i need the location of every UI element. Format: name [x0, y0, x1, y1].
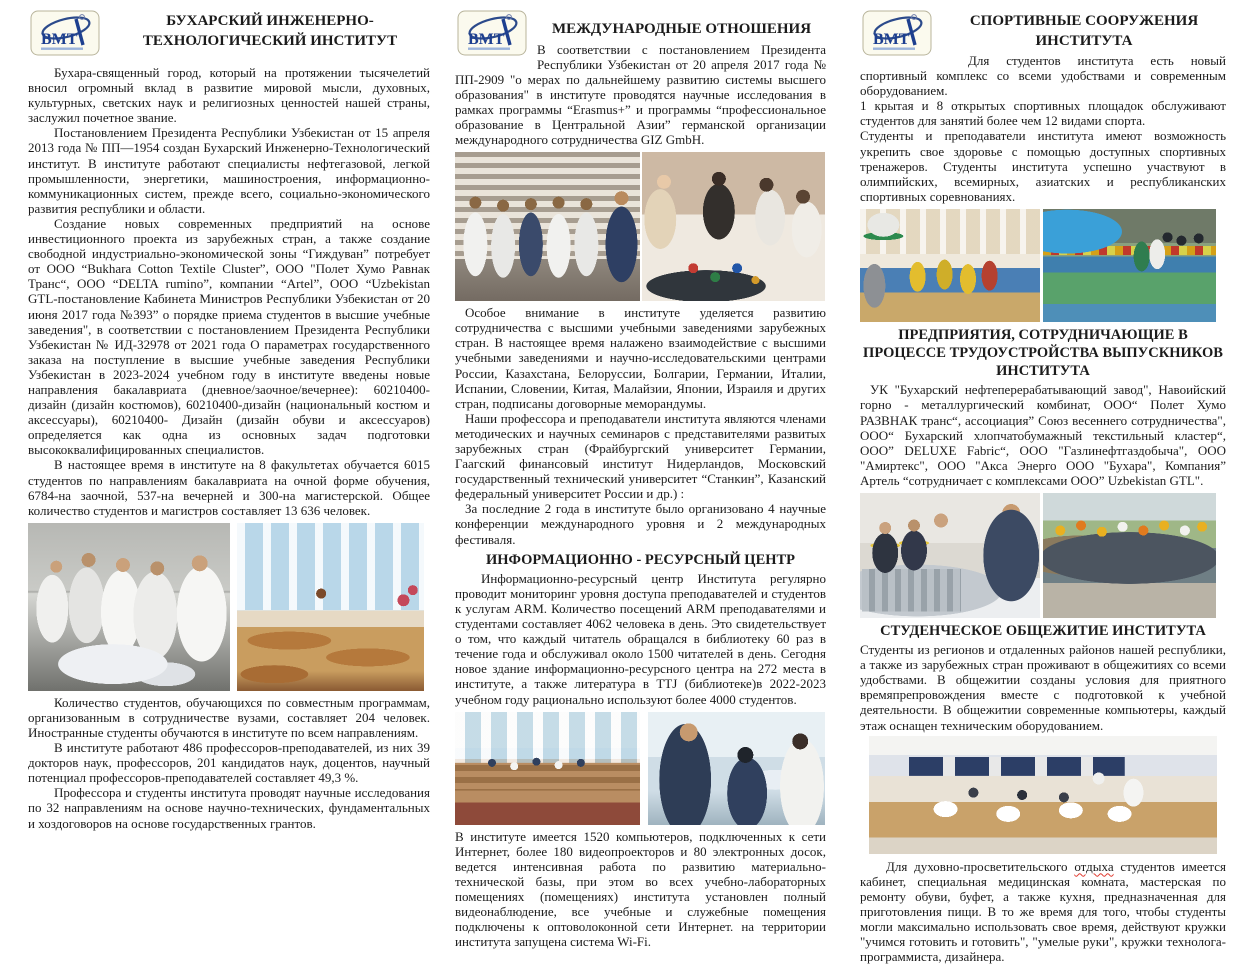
photo-plant-model — [860, 493, 1040, 618]
bmti-logo-icon — [457, 10, 527, 56]
paragraph-research: Профессора и студенты института проводят научные исследования по 32 направлениям на основе научно-технических, фундаментальных и хоздоговоров на основе государственных грантов. — [28, 785, 430, 831]
photo-row-international — [455, 152, 826, 301]
page-title: БУХАРСКИЙ ИНЖЕНЕРНО-ТЕХНОЛОГИЧЕСКИЙ ИНСТИТУТ — [142, 13, 398, 49]
section-title-resource-center: ИНФОРМАЦИОННО - РЕСУРСНЫЙ ЦЕНТР — [485, 551, 796, 568]
svg-text:ВМТ: ВМТ — [468, 31, 505, 48]
section-title-dormitory: СТУДЕНЧЕСКОЕ ОБЩЕЖИТИЕ ИНСТИТУТА — [880, 622, 1206, 639]
paragraph-partner-companies: УК "Бухарский нефтеперерабатывающий завод", Навоийский горно - металлургический комбинат, ООО“ Полет Хумо РАЗВНАК транс“, ассоциация” Союз весеннего сотрудничества", ООО“ Бухарский хлопчатобумажный текстильный кластер“, ООО” DELUXE Fabric“, ООО "Газлинефтгаздобыча", ООО "Амиртекс", ООО "Акса Энерго ООО "Бухара", Компания” Артель “сотрудничает с комплексами ООО” Uzbekistan GTL". — [860, 382, 1226, 488]
bmti-logo-icon — [862, 10, 932, 56]
paragraph-dormitory: Студенты из регионов и отдаленных районов нашей республики, а также из зарубежных стран проживают в общежитиях со всеми удобствами. В общежитии созданы условия для приятного времяпрепровождения вместе с подготовкой к учебной деятельности. В общежитии современные компьютеры, каждый этаж оснащен техническим оборудованием. — [860, 642, 1226, 733]
photo-row-employment — [860, 493, 1226, 618]
column-international — [455, 8, 826, 950]
paragraph-arm: Информационно-ресурсный центр Института регулярно проводит мониторинг уровня доступа преподавателей и студентов к услугам ARM. Количество посещений ARM преподавателями и студентами составляет 4062 человека в день. Это свидетельствует о том, что каждый читатель обращался в библиотеку 60 раз в течение года и обслуживал около 1500 читателей в день. Сегодня новое здание информационно-ресурсного центра на 272 места в институте, а также литература в TTJ (библиотеке)в 2022-2023 учебном году рационально используют более 4000 студентов. — [455, 570, 826, 707]
photo-row-sports — [860, 209, 1226, 322]
institute-logo — [457, 10, 527, 56]
leisure-text-start: Для духовно-просветительского — [886, 858, 1075, 874]
photo-row-institute — [28, 523, 430, 691]
paragraph-history: Бухара-священный город, который на протяжении тысячелетий вносил огромный вклад в развитие мировой мысли, духовных, культурных, светских наук и религиозных ценностей нашей страны, заслужил почетное звание. — [28, 65, 430, 126]
paragraph-cooperation: Особое внимание в институте уделяется развитию сотрудничества с высшими учебными заведениями зарубежных стран. В настоящее время налажено взаимодействие с высшими учебными заведениями и научно-исследовательскими центрами России, Казахстана, Белоруссии, Болгарии, Германии, Италии, Испании, Словении, Китая, Малайзии, Японии, Израиля и других стран, подписаны договорные меморандумы. — [455, 305, 826, 411]
bmti-logo-icon — [30, 10, 100, 56]
column-sports-dorm — [860, 8, 1227, 964]
photo-laboratory — [28, 523, 230, 691]
paragraph-seminars: Наши профессора и преподаватели института являются членами методических и научных семинаров с представителями развитых зарубежных стран (Фрайбургский университет Германии, Гаагский финансовый институт Нидерландов, Московский государственный технический университет “Станкин”, Казанский федеральный университет России и др.) : — [455, 410, 826, 502]
paragraph-leisure — [860, 859, 1226, 964]
photo-basketball — [860, 209, 1040, 322]
photo-reading-hall — [455, 712, 640, 825]
photo-certificates — [455, 152, 640, 301]
photo-classroom — [237, 523, 424, 691]
photo-librarian — [648, 712, 825, 825]
paragraph-computers: В институте имеется 1520 компьютеров, подключенных к сети Интернет, более 180 видеопроекторов и 80 электронных досок, ведется интенсивная работа по развитию материально-технической базы, при этом во всех учебно-лабораторных помещениях (помещениях) института установлен полный видеонаблюдение, все учебные и служебные помещения подключены к оптоволоконной сети Интернет. на территории института запущена система Wi-Fi. — [455, 828, 826, 950]
paragraph-joint-programs: Количество студентов, обучающихся по совместным программам, организованным в сотрудничестве вузами, составляет 204 человек. Иностранные студенты обучаются в институте по всем направлениям. — [28, 694, 430, 740]
institute-logo — [30, 10, 100, 56]
photo-exhibition — [642, 152, 825, 301]
photo-judo — [1043, 209, 1216, 322]
paragraph-sports-grounds: 1 крытая и 8 открытых спортивных площадок обслуживают студентов для занятий более чем 12 видами спорта. — [860, 98, 1226, 129]
photo-sewing-workshop — [869, 736, 1217, 854]
photo-hardhat-group — [1043, 493, 1216, 618]
column-institute — [28, 8, 430, 867]
section-title-enterprises: ПРЕДПРИЯТИЯ, СОТРУДНИЧАЮЩИЕ В ПРОЦЕССЕ ТРУДОУСТРОЙСТВА ВЫПУСКНИКОВ ИНСТИТУТА — [863, 326, 1223, 380]
section-title-international: МЕЖДУНАРОДНЫЕ ОТНОШЕНИЯ — [551, 21, 812, 37]
paragraph-conferences: За последние 2 года в институте было организовано 4 научные конференции международного уровня и 2 международных фестиваля. — [455, 501, 826, 547]
paragraph-sports-complex: Для студентов института есть новый спортивный комплекс со всеми удобствами и современным оборудованием. — [860, 53, 1226, 99]
paragraph-students-count: В настоящее время в институте на 8 факультетах обучается 6015 студентов по направлениям бакалавриата на очной форме обучения, 6784-на заочной, 537-на вечерней и 300-на магистерской. Общее количество студентов и магистров составляет 13 636 человек. — [28, 457, 430, 518]
svg-text:ВМТ: ВМТ — [873, 31, 910, 48]
misspelled-word: отдыха — [1074, 858, 1114, 874]
paragraph-decree: В соответствии с постановлением Президента Республики Узбекистан от 20 апреля 2017 года № ПП-2909 "о мерах по дальнейшему развитию системы высшего образования" в институте проводятся научные исследования в рамках программы “Erasmus+” и программы “профессиональное образование в Центральной Азии” германской организации международного сотрудничества GIZ GmbH. — [455, 41, 826, 148]
leisure-text-end: студентов имеется кабинет, специальная медицинская комната, мастерская по ремонту обуви, буфет, а также кухня, предназначенная для приготовления пищи. В то же время для того, чтобы студенты могли максимально использовать свое время, действуют кружки "учимся готовить и готовить", "умелые руки", кружки технолога-программиста, дизайнера. — [860, 858, 1227, 964]
institute-logo — [862, 10, 932, 56]
paragraph-professors: В институте работают 486 профессоров-преподавателей, из них 39 докторов наук, профессоров, 201 кандидатов наук, доцентов, научный потенциал профессоров-преподавателей составляет 49,3 %. — [28, 740, 430, 786]
photo-row-resource-center — [455, 712, 826, 825]
svg-text:ВМТ: ВМТ — [41, 31, 78, 48]
paragraph-enterprises: Создание новых современных предприятий на основе инвестиционного проекта из зарубежных стран, а также создание свободной индустриально-экономической зоны “Гиждуван” потребует от ООО “Bukhara Cotton Textile Cluster”, ООО "Полет Хумо Равнак Транс“, ООО “DELTA rumino”, компании “Artel”, ООО “Uzbekistan GTL-постановление Кабинета Министров Республики Узбекистан от 20 июня 2017 года №393” о порядке приема студентов в высшие учебные заведения", в соответствии с постановлением Президента Республики Узбекистан № ИД-32978 от 2021 года О параметрах государственного заказа на поступление в высшие учебные заведения Республики Узбекистан в 2023-2024 учебном году в институте введены новые направления бакалавриата (дневное/заочное/вечернее): 60210400-дизайн (дизайн костюмов), 60210400-дизайн (национальный костюм и аксессуары), 60210400- Дизайн (дизайн обуви и аксессуаров) определяется как одна из основных задач подготовки высококвалифицированных специалистов. — [28, 215, 430, 458]
paragraph-sports-competitions: Студенты и преподаватели института имеют возможность укрепить свое здоровье с помощью доступных спортивных тренажеров. Студенты института успешно участвуют в олимпийских, всемирных, азиатских и республиканских спортивных соревнованиях. — [860, 128, 1226, 204]
section-title-sports: СПОРТИВНЫЕ СООРУЖЕНИЯ ИНСТИТУТА — [969, 13, 1199, 49]
paragraph-foundation: Постановлением Президента Республики Узбекистан от 15 апреля 2013 года № ПП—1954 создан Бухарский Инженерно-Технологический институт. В институте работают специалисты нефтегазовой, легкой промышленности, энергетики, машиностроения, информационно-коммуникационных систем, прежде всего, социально-экономического развития республики и области. — [28, 125, 430, 216]
